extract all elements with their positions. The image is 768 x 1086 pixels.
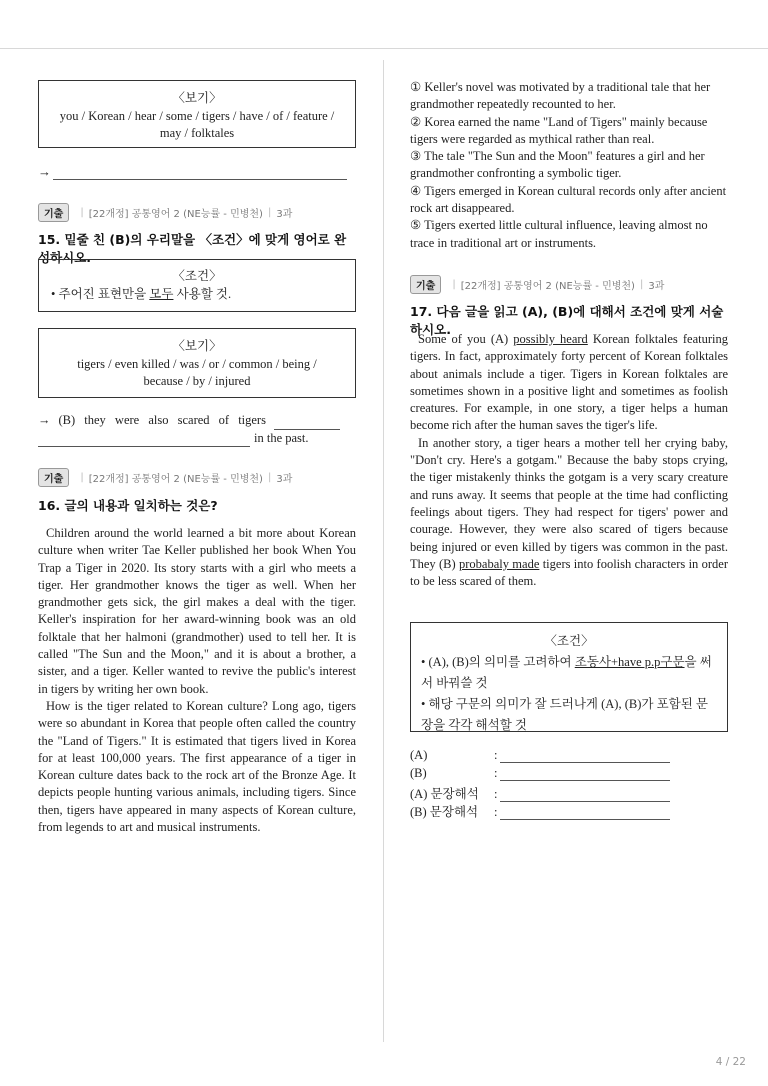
view-box-line: may / folktales bbox=[159, 126, 235, 140]
view-box-q15 bbox=[38, 328, 356, 398]
choice-3[interactable]: ③ The tale "The Sun and the Moon" features a girl and her grandmother confronting a symbolic tiger. bbox=[410, 149, 705, 181]
view-box-line: you / Korean / hear / some / tigers / have / of / feature / bbox=[59, 108, 335, 123]
exam-tag: 기출 bbox=[38, 203, 69, 222]
answer-blank[interactable] bbox=[500, 749, 670, 763]
underlined-a: possibly heard bbox=[513, 332, 588, 346]
lesson-text: 3과 bbox=[276, 474, 293, 485]
arrow-icon: → bbox=[38, 164, 51, 179]
question-title-q16: 16. 글의 내용과 일치하는 것은? bbox=[38, 498, 218, 513]
choice-1[interactable]: ① Keller's novel was motivated by a traditional tale that her grandmother repeatedly recounted to her. bbox=[410, 80, 711, 112]
view-box-q14 bbox=[38, 80, 356, 148]
condition-box-q15 bbox=[38, 259, 356, 312]
page-number: 4 / 22 bbox=[715, 1056, 746, 1068]
view-box-line: because / by / injured bbox=[143, 374, 251, 388]
passage-q17 bbox=[410, 331, 728, 590]
condition-box-q17 bbox=[410, 622, 728, 732]
source-text: [22개정] 공통영어 2 (NE능률 - 민병천) bbox=[460, 281, 635, 292]
answer-line-q14 bbox=[38, 164, 356, 180]
answer-row-b-translation: (B) 문장해석 : bbox=[410, 802, 670, 820]
condition-title: 〈조건〉 bbox=[544, 634, 594, 648]
answer-row-a-translation: (A) 문장해석 : bbox=[410, 784, 670, 802]
passage-q16 bbox=[38, 525, 356, 836]
answer-line-q15 bbox=[38, 412, 356, 447]
choice-2[interactable]: ② Korea earned the name "Land of Tigers" mainly because tigers were regarded as mythical rather than real. bbox=[410, 114, 708, 146]
underlined-b: probabaly made bbox=[459, 556, 540, 571]
column-divider bbox=[383, 60, 384, 1042]
source-row-q16: 기출 | [22개정] 공통영어 2 (NE능률 - 민병천) | 3과 bbox=[38, 468, 292, 487]
lesson-text: 3과 bbox=[276, 209, 293, 220]
passage-paragraph: In another story, a tiger hears a mother tell her crying baby, "Don't cry. Here's a gotgam." Because the baby stops crying, the tiger mistakenly thinks the gotgam is a very scary creature and runs away. It seems that people at the time had conflicting feelings about tigers. They had respect for tigers' power and courage. However, they were also scared of tigers because being injured or even killed by tigers was common in the past. They (B) probabaly made tigers into foolish characters in order to be less scared of them. bbox=[410, 435, 728, 589]
answer-prefix: (B) they were also scared of tigers bbox=[58, 413, 266, 427]
condition-item: • (A), (B)의 의미를 고려하여 조동사+have p.p구문을 써서 바꿔쓸 것 bbox=[421, 655, 712, 690]
choice-4[interactable]: ④ Tigers emerged in Korean cultural records only after ancient rock art disappeared. bbox=[410, 183, 727, 216]
view-box-line: tigers / even killed / was / or / common / being / bbox=[77, 356, 317, 371]
condition-item: • 해당 구문의 의미가 잘 드러나게 (A), (B)가 포함된 문장을 각각 해석할 것 bbox=[421, 697, 708, 732]
answer-blank[interactable] bbox=[500, 788, 670, 802]
question-title-q17: 17. 다음 글을 읽고 (A), (B)에 대해서 조건에 맞게 서술하시오. bbox=[410, 304, 724, 337]
answer-blank[interactable] bbox=[500, 806, 670, 820]
choice-list-q16 bbox=[410, 79, 728, 252]
answer-suffix: in the past. bbox=[254, 430, 309, 445]
answer-blank[interactable] bbox=[53, 167, 347, 180]
source-text: [22개정] 공통영어 2 (NE능률 - 민병천) bbox=[88, 209, 263, 220]
source-row-q17: 기출 | [22개정] 공통영어 2 (NE능률 - 민병천) | 3과 bbox=[410, 275, 664, 294]
answer-blank[interactable] bbox=[500, 767, 670, 781]
source-row-q15: 기출 | [22개정] 공통영어 2 (NE능률 - 민병천) | 3과 bbox=[38, 203, 292, 222]
condition-title: 〈조건〉 bbox=[172, 269, 222, 283]
answer-blank[interactable] bbox=[274, 417, 340, 430]
exam-tag: 기출 bbox=[38, 468, 69, 487]
passage-paragraph: Some of you (A) possibly heard Korean folktales featuring tigers. In fact, approximately forty percent of Korean folktales about animals include a tiger. Tigers in Korean folktales are sometimes shown in a positive light and sometimes as foolish creatures. For example, in one story, a tiger helps a human become rich after the human saves the tiger's life. bbox=[410, 332, 728, 433]
view-box-title: 〈보기〉 bbox=[172, 339, 222, 353]
source-text: [22개정] 공통영어 2 (NE능률 - 민병천) bbox=[88, 474, 263, 485]
view-box-title: 〈보기〉 bbox=[172, 91, 222, 105]
answer-blank[interactable] bbox=[38, 434, 250, 447]
passage-paragraph: How is the tiger related to Korean culture? Long ago, tigers were so abundant in Korea that people often called the country the "Land of Tigers." It is estimated that tigers lived in Korea for at least 100,000 years. The first appearance of a tiger in Korean culture dates back to the rock art of the Bronze Age. It depicts people hunting various animals, including tigers. Since then, tigers have appeared in many aspects of Korean culture, from legends to art and musical instruments. bbox=[38, 698, 356, 835]
choice-5[interactable]: ⑤ Tigers exerted little cultural influence, leaving almost no trace in traditional art or instruments. bbox=[410, 218, 708, 250]
answer-row-a: (A) : bbox=[410, 748, 670, 763]
answer-row-b: (B) : bbox=[410, 766, 670, 781]
question-title-q15: 15. 밑줄 친 (B)의 우리말을 〈조건〉에 맞게 영어로 완성하시오. bbox=[38, 232, 347, 265]
condition-item: • 주어진 표현만을 모두 사용할 것. bbox=[51, 286, 232, 301]
lesson-text: 3과 bbox=[648, 281, 665, 292]
header-rule bbox=[0, 48, 768, 49]
arrow-icon: → bbox=[38, 413, 51, 427]
exam-tag: 기출 bbox=[410, 275, 441, 294]
passage-paragraph: Children around the world learned a bit more about Korean culture when writer Tae Keller published her book When You Trap a Tiger in 2020. Its story starts with a girl who meets a tiger. Her grandmother knows the tiger as well. When her grandmother gets sick, the girl makes a deal with the tiger. Keller's inspiration for her award-winning book was an old folktale that her halmoni (grandmother) used to tell her. It is called "The Sun and the Moon," and it is about a brother, a sister, and a tiger. Keller wanted to revive the public's interest in tigers by writing her own book. bbox=[38, 526, 356, 696]
